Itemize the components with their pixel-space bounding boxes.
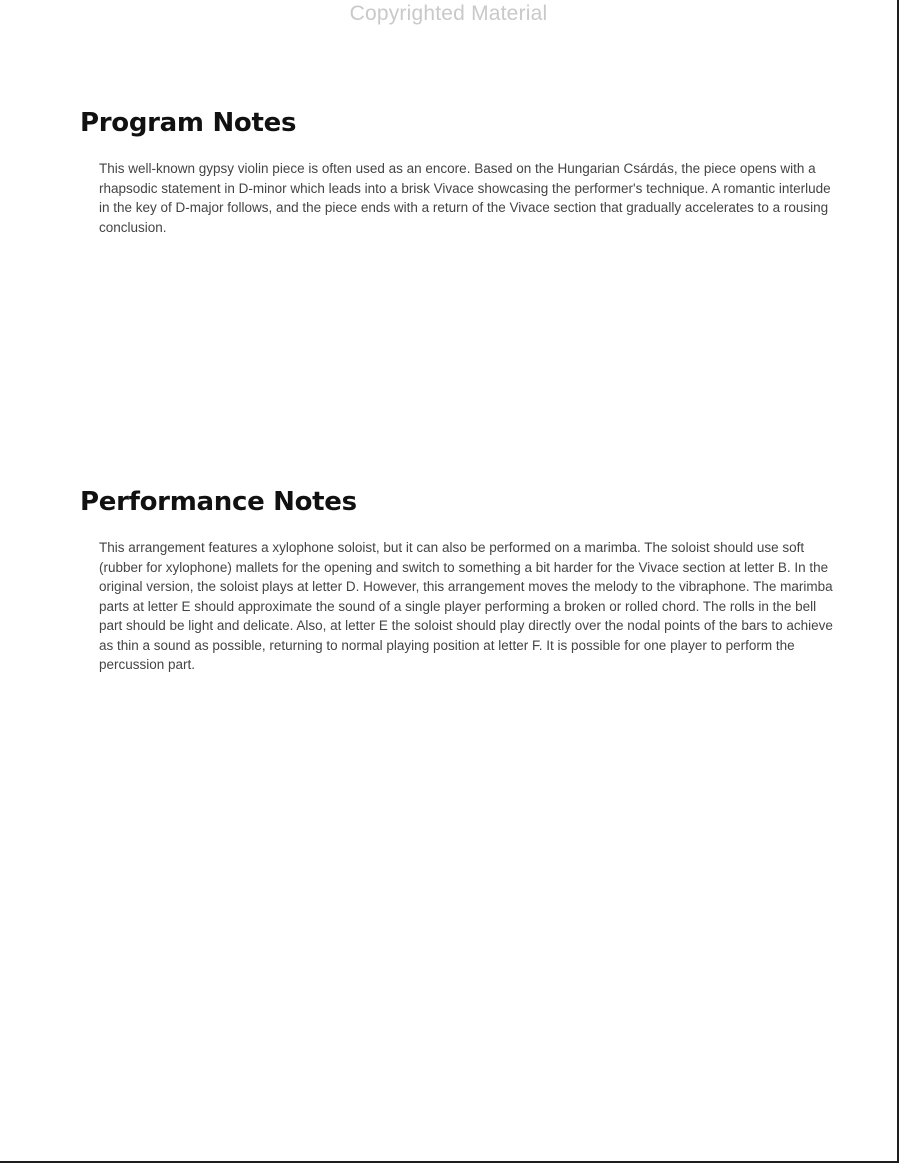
copyright-watermark: Copyrighted Material (349, 2, 548, 25)
program-notes-heading: Program Notes (80, 108, 297, 138)
performance-notes-body: This arrangement features a xylophone soloist, but it can also be performed on a marimba. The soloist should use soft (rubber for xylophone) mallets for the opening and switch to something a bit harder for the Vivace section at letter B. In the original version, the soloist plays at letter D. However, this arrangement moves the melody to the vibraphone. The marimba parts at letter E should approximate the sound of a single player performing a broken or rolled chord. The rolls in the bell part should be light and delicate. Also, at letter E the soloist should play directly over the nodal points of the bars to achieve as thin a sound as possible, returning to normal playing position at letter F. It is possible for one player to perform the percussion part. (99, 540, 833, 672)
performance-notes-heading: Performance Notes (80, 487, 357, 517)
program-notes-body: This well-known gypsy violin piece is often used as an encore. Based on the Hungarian Csárdás, the piece opens with a rhapsodic statement in D-minor which leads into a brisk Vivace showcasing the performer's technique. A romantic interlude in the key of D-major follows, and the piece ends with a return of the Vivace section that gradually accelerates to a rousing conclusion. (99, 161, 831, 235)
